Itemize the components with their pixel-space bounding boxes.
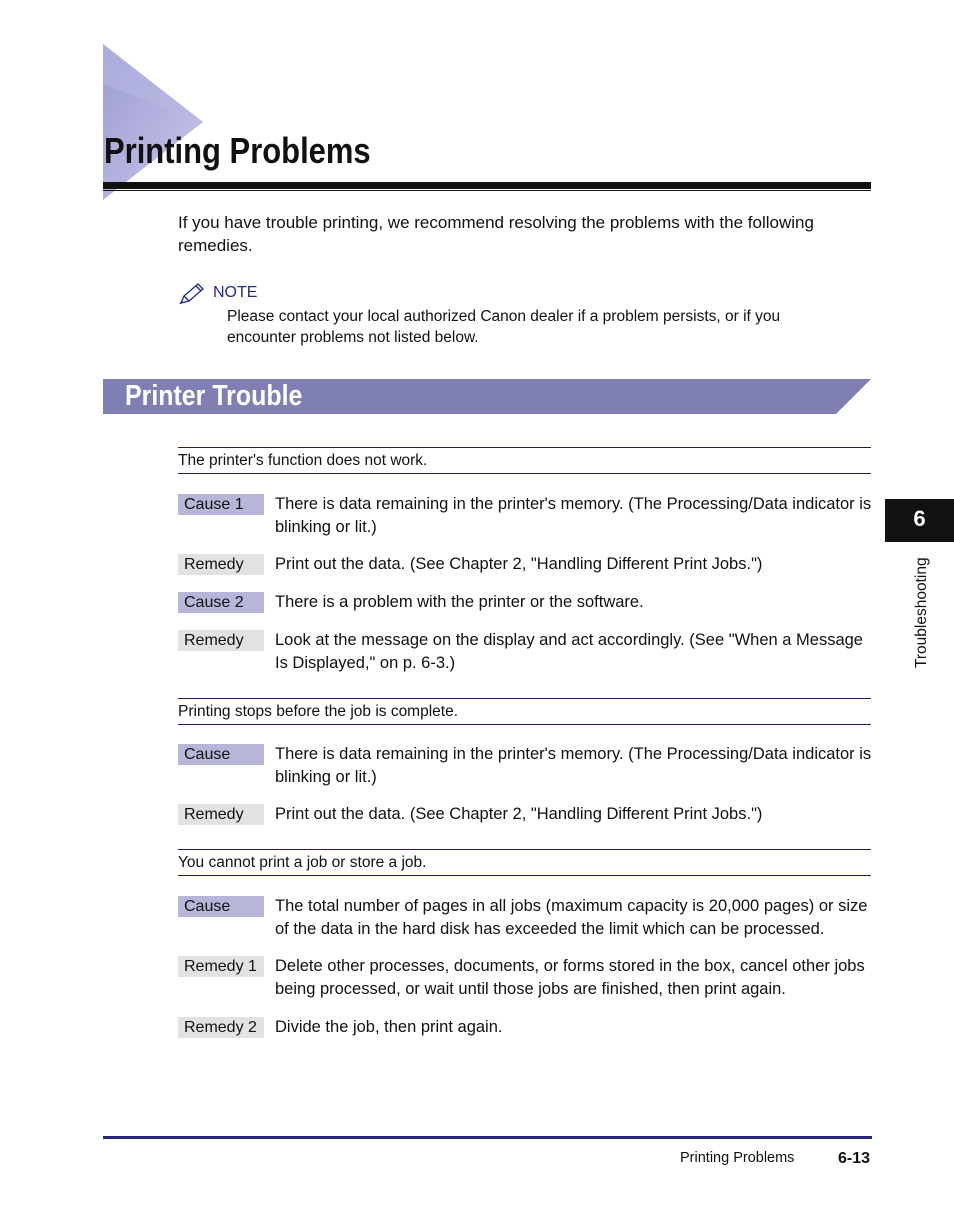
page-number: 6-13 [838,1150,871,1167]
title-triangle-graphic [103,44,213,200]
remedy-text: Look at the message on the display and act accordingly. (See "When a Message Is Displayed," on p. 6-3.) [275,631,863,672]
cause-tag: Cause 1 [178,494,264,515]
remedy-tag: Remedy 2 [178,1017,264,1038]
remedy-tag: Remedy [178,804,264,825]
cause-text: There is data remaining in the printer's memory. (The Processing/Data indicator is blinking or lit.) [275,745,872,786]
remedy-text: Print out the data. (See Chapter 2, "Handling Different Print Jobs.") [275,805,763,823]
remedy-text: Print out the data. (See Chapter 2, "Handling Different Print Jobs.") [275,555,763,573]
problem-heading: Printing stops before the job is complete. [178,698,871,725]
cause-text: The total number of pages in all jobs (maximum capacity is 20,000 pages) or size of the data in the hard disk has exceeded the limit which can be processed. [275,897,868,938]
remedy-text: Delete other processes, documents, or forms stored in the box, cancel other jobs being processed, or wait until those jobs are finished, then print again. [275,957,865,998]
note-label: NOTE [213,284,258,301]
problem-group-2 [178,698,871,838]
remedy-text: Divide the job, then print again. [275,1018,503,1036]
section-title: Printer Trouble [125,380,303,412]
chapter-tab: 6 [885,499,954,542]
cause-tag: Cause [178,744,264,765]
remedy-tag: Remedy 1 [178,956,264,977]
problem-heading: The printer's function does not work. [178,447,871,474]
title-rule-thin [103,190,871,191]
cause-text: There is data remaining in the printer's memory. (The Processing/Data indicator is blinking or lit.) [275,495,872,536]
title-rule [103,182,871,189]
pencil-icon [178,282,206,306]
problem-heading: You cannot print a job or store a job. [178,849,871,876]
problem-group-3 [178,849,871,1049]
remedy-tag: Remedy [178,630,264,651]
footer-rule [103,1136,872,1139]
chapter-label: Troubleshooting [913,557,930,668]
footer-title: Printing Problems [680,1150,795,1166]
cause-text: There is a problem with the printer or the software. [275,593,644,611]
cause-tag: Cause 2 [178,592,264,613]
remedy-tag: Remedy [178,554,264,575]
page-title: Printing Problems [104,130,371,171]
problem-group-1 [178,447,871,687]
cause-tag: Cause [178,896,264,917]
intro-paragraph: If you have trouble printing, we recommend resolving the problems with the following remedies. [178,213,814,255]
note-text: Please contact your local authorized Canon dealer if a problem persists, or if you encounter problems not listed below. [227,308,781,346]
